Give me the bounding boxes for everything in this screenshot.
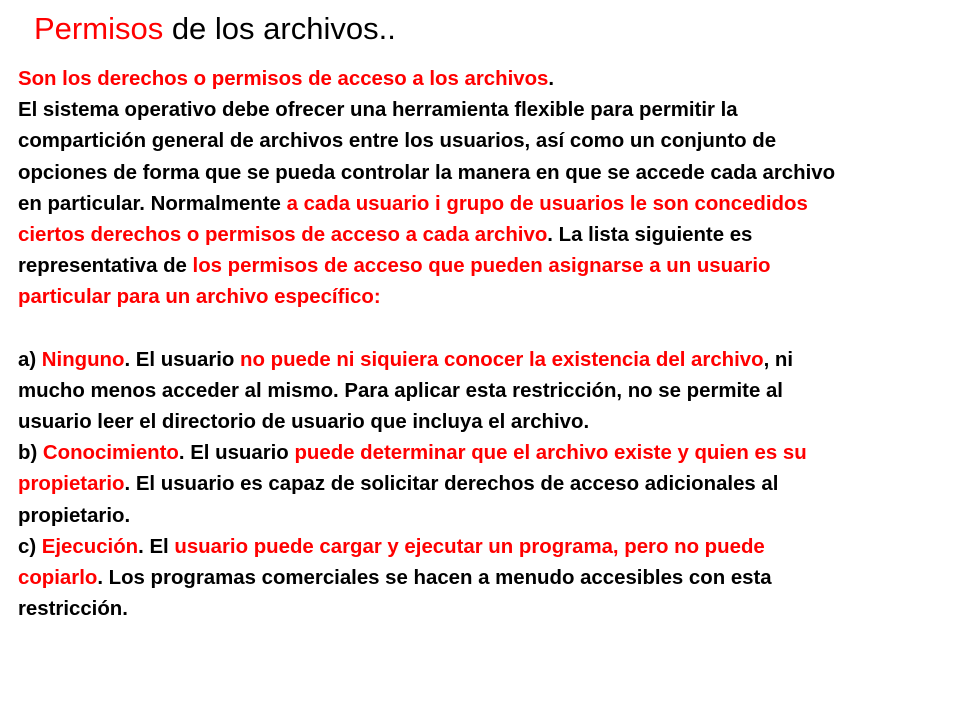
- text-line: [18, 158, 948, 189]
- text-line: [18, 282, 948, 313]
- body-text: b): [18, 442, 43, 465]
- text-line: [18, 64, 948, 95]
- body-text: . El: [138, 535, 175, 558]
- highlighted-text: copiarlo: [18, 567, 98, 589]
- highlighted-text: particular para un archivo específico:: [18, 286, 381, 309]
- body-text: a): [18, 348, 42, 371]
- text-line: [18, 376, 948, 407]
- text-line: [18, 189, 948, 220]
- body-text: compartición general de archivos entre los usuarios, así como un conjunto de: [18, 130, 777, 153]
- body-text: c): [18, 535, 42, 558]
- body-text: restricción.: [18, 598, 128, 621]
- body-text: usuario leer el directorio de usuario que incluya el archivo.: [18, 411, 590, 434]
- body-text: propietario.: [18, 504, 131, 527]
- highlighted-text: a cada usuario i grupo de usuarios le son concedidos: [286, 192, 808, 215]
- body-text: . El usuario es capaz de solicitar derechos de acceso adicionales al: [124, 473, 779, 496]
- body-text: en particular. Normalmente: [18, 192, 287, 215]
- body-text: .: [548, 68, 555, 90]
- highlighted-text: no puede ni siquiera conocer la existencia del archivo: [240, 348, 764, 371]
- slide-title: [34, 10, 396, 48]
- text-line: [18, 251, 948, 282]
- highlighted-text: Ejecución: [41, 535, 139, 558]
- body-text: , ni: [763, 348, 794, 371]
- highlighted-text: usuario puede cargar y ejecutar un programa, pero no puede: [174, 535, 765, 558]
- text-line: [18, 407, 948, 438]
- text-line: [18, 345, 948, 376]
- text-line: [18, 501, 948, 532]
- highlighted-text: ciertos derechos o permisos de acceso a cada archivo: [18, 223, 548, 246]
- text-line: [18, 220, 948, 251]
- text-line: [18, 438, 948, 469]
- body-text: representativa de: [18, 255, 193, 278]
- body-text: . Los programas comerciales se hacen a menudo accesibles con esta: [97, 567, 772, 589]
- text-line: [18, 532, 948, 563]
- slide-title-rest: de los archivos..: [163, 11, 396, 46]
- text-line: [18, 563, 948, 594]
- body-text: mucho menos acceder al mismo. Para aplicar esta restricción, no se permite al: [18, 379, 783, 402]
- slide-title-highlight: Permisos: [34, 11, 164, 46]
- highlighted-text: puede determinar que el archivo existe y quien es su: [294, 442, 807, 465]
- body-text: opciones de forma que se pueda controlar la manera en que se accede cada archivo: [18, 161, 836, 184]
- highlighted-text: los permisos de acceso que pueden asignarse a un usuario: [192, 255, 771, 278]
- body-text: . El usuario: [124, 348, 241, 371]
- highlighted-text: Son los derechos o permisos de acceso a los archivos: [18, 68, 549, 90]
- text-line: [18, 95, 948, 126]
- slide-body: [18, 64, 948, 625]
- text-line: [18, 469, 948, 500]
- body-text: . La lista siguiente es: [547, 223, 753, 246]
- blank-line: [18, 314, 948, 345]
- body-text: El sistema operativo debe ofrecer una herramienta flexible para permitir la: [18, 99, 738, 122]
- highlighted-text: Ninguno: [41, 348, 125, 371]
- highlighted-text: Conocimiento: [42, 442, 179, 465]
- text-line: [18, 594, 948, 625]
- highlighted-text: propietario: [18, 473, 125, 496]
- body-text: . El usuario: [178, 442, 295, 465]
- text-line: [18, 126, 948, 157]
